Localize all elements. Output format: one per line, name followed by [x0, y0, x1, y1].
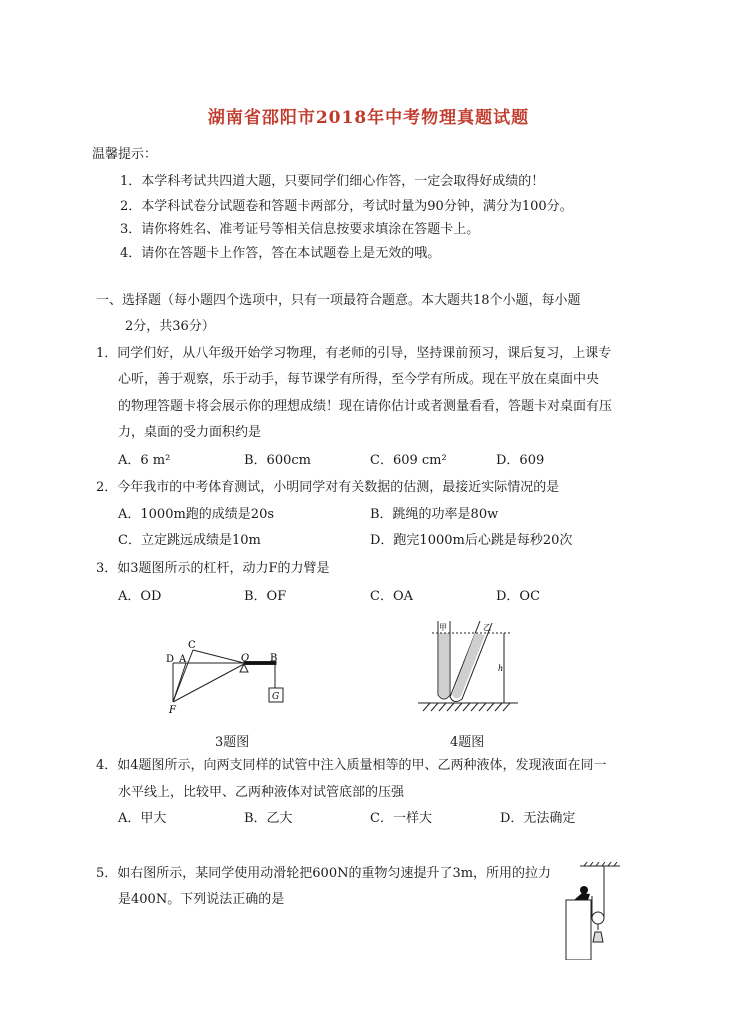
- label-h: h: [498, 664, 504, 673]
- section-heading-cont: 2分，共36分）: [125, 319, 215, 334]
- q2-stem: 2．今年我市的中考体育测试，小明同学对有关数据的估测，最接近实际情况的是: [96, 480, 560, 495]
- weight-load: [593, 932, 603, 942]
- label-O: O: [241, 653, 250, 664]
- label-C: C: [188, 640, 196, 651]
- q1-stem: 的物理答题卡将会展示你的理想成绩！现在请你估计或者测量看看，答题卡对桌面有压: [118, 399, 613, 414]
- tip-item: 1．本学科考试共四道大题，只要同学们细心作答，一定会取得好成绩的！: [120, 174, 545, 189]
- fig4-caption: 4题图: [450, 735, 485, 750]
- tip-item: 2．本学科试卷分试题卷和答题卡两部分，考试时量为90分钟，满分为100分。: [120, 199, 573, 214]
- liquid-yi: [452, 633, 485, 698]
- q4-option: C．一样大: [370, 811, 432, 826]
- q3-option: D．OC: [496, 589, 541, 604]
- label-yi: 乙: [483, 623, 491, 632]
- person-head: [580, 886, 588, 894]
- q4-option: A．甲大: [118, 811, 167, 826]
- q1-option: D．609: [496, 453, 545, 468]
- label-jia: 甲: [439, 623, 447, 632]
- q2-option: B．跳绳的功率是80w: [370, 507, 499, 522]
- page-title: 湖南省邵阳市2018年中考物理真题试题: [207, 108, 530, 128]
- q3-option: C．OA: [370, 589, 413, 604]
- fig3-caption: 3题图: [215, 735, 250, 750]
- ceiling-hatch: [584, 862, 617, 866]
- q1-stem: 心听，善于观察，乐于动手，每节课学有所得，至今学有所成。现在平放在桌面中央: [118, 372, 600, 387]
- platform: [566, 900, 591, 960]
- q1-stem: 力，桌面的受力面积约是: [118, 425, 262, 440]
- q5-stem: 是400N。下列说法正确的是: [118, 892, 285, 907]
- q4-option: D．无法确定: [500, 811, 576, 826]
- q4-stem: 4．如4题图所示，向两支同样的试管中注入质量相等的甲、乙两种液体，发现液面在同一: [96, 758, 607, 773]
- person-body: [574, 893, 590, 900]
- ground-hatch: [423, 703, 510, 711]
- liquid-jia: [439, 633, 449, 698]
- q1-option: A．6 m²: [118, 453, 171, 468]
- q3-option: A．OD: [118, 589, 162, 604]
- q3-option: B．OF: [244, 589, 287, 604]
- q1-stem: 1．同学们好，从八年级开始学习物理，有老师的引导，坚持课前预习，课后复习，上课专: [96, 346, 612, 361]
- tip-item: 4．请你在答题卡上作答，答在本试题卷上是无效的哦。: [120, 246, 441, 261]
- line-CO: [193, 650, 244, 663]
- label-A: A: [179, 654, 187, 665]
- lever-figure: [160, 635, 295, 715]
- q1-option: C．609 cm²: [370, 453, 447, 468]
- q2-option: D．跑完1000m后心跳是每秒20次: [370, 533, 573, 548]
- pulley-wheel: [592, 912, 604, 924]
- label-F: F: [169, 705, 176, 715]
- label-D: D: [166, 654, 175, 665]
- pulley-figure: [560, 862, 620, 960]
- test-tubes-figure: [418, 615, 518, 715]
- label-B: B: [270, 653, 278, 664]
- q5-stem: 5．如右图所示，某同学使用动滑轮把600N的重物匀速提升了3m，所用的拉力: [96, 866, 552, 881]
- tips-heading: 温馨提示：: [92, 147, 158, 162]
- section-heading: 一、选择题（每小题四个选项中，只有一项最符合题意。本大题共18个小题，每小题: [96, 293, 581, 308]
- q4-stem: 水平线上，比较甲、乙两种液体对试管底部的压强: [118, 785, 405, 800]
- label-G: G: [272, 692, 280, 702]
- q3-stem: 3．如3题图所示的杠杆，动力F的力臂是: [96, 561, 330, 576]
- q1-option: B．600cm: [244, 453, 311, 468]
- tip-item: 3．请你将姓名、准考证号等相关信息按要求填涂在答题卡上。: [120, 222, 480, 237]
- q4-option: B．乙大: [244, 811, 293, 826]
- q2-option: C．立定跳远成绩是10m: [118, 533, 261, 548]
- q2-option: A．1000m跑的成绩是20s: [118, 507, 275, 522]
